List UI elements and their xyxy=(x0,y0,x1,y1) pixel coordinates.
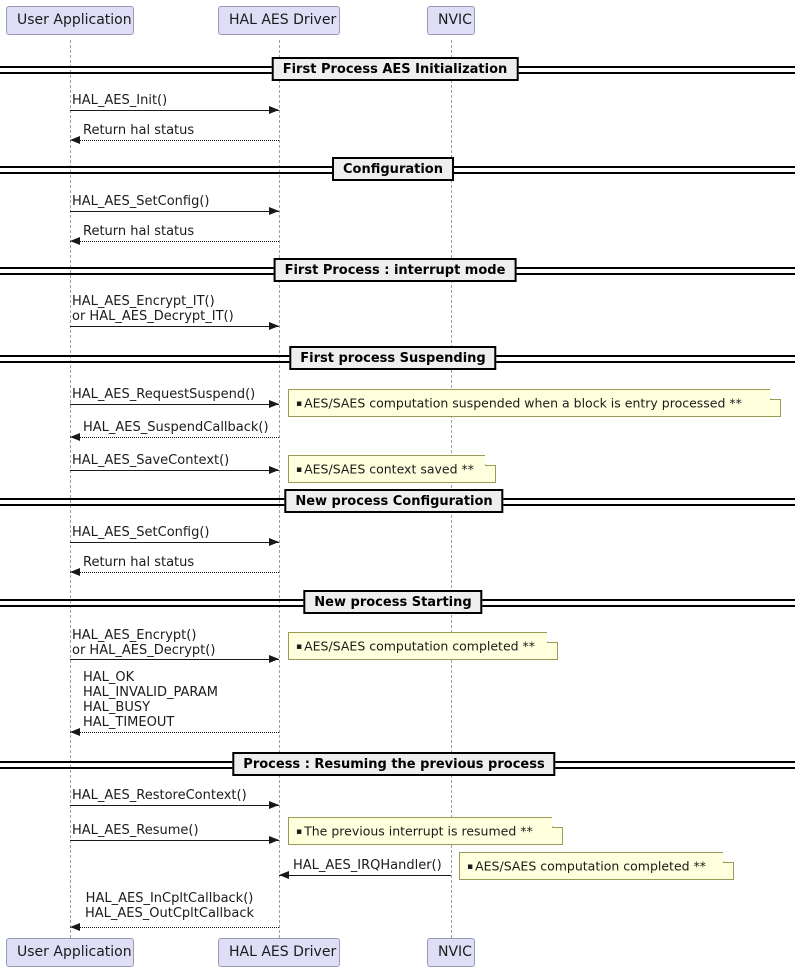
note-saved-fold-icon xyxy=(485,455,496,466)
m9-line xyxy=(70,542,279,543)
m11-arrowhead xyxy=(269,655,279,663)
div-newstart-label: New process Starting xyxy=(303,590,482,614)
m2-label: Return hal status xyxy=(83,123,195,138)
m7-line xyxy=(70,437,279,438)
div-suspending xyxy=(0,346,795,370)
note-suspended-fold-icon xyxy=(770,389,781,400)
m2-line xyxy=(70,140,279,141)
m10-arrowhead xyxy=(70,568,80,576)
note-saved-text: AES/SAES context saved ** xyxy=(304,461,474,477)
m11-line xyxy=(70,659,279,660)
note-completed-2-fold-icon xyxy=(723,852,734,863)
m13-label: HAL_AES_RestoreContext() xyxy=(72,788,247,803)
note-suspended-bullet: ▪ xyxy=(296,398,303,409)
note-resumed-fold-icon xyxy=(552,817,563,828)
m4-line xyxy=(70,241,279,242)
note-completed-2-text: AES/SAES computation completed ** xyxy=(475,858,707,874)
m4-arrowhead xyxy=(70,237,80,245)
m6-arrowhead xyxy=(269,400,279,408)
m9-label: HAL_AES_SetConfig() xyxy=(72,525,210,540)
div-interrupt xyxy=(0,258,795,282)
m1-label: HAL_AES_Init() xyxy=(72,93,168,108)
participant-driver-bottom[interactable]: HAL AES Driver xyxy=(218,938,340,967)
m15-label: HAL_AES_IRQHandler() xyxy=(293,858,442,873)
div-init-label: First Process AES Initialization xyxy=(272,57,519,81)
m13-arrowhead xyxy=(269,801,279,809)
m1-line xyxy=(70,110,279,111)
m3-line xyxy=(70,211,279,212)
m14-line xyxy=(70,840,279,841)
m7-arrowhead xyxy=(70,433,80,441)
m10-line xyxy=(70,572,279,573)
note-completed-2-bullet: ▪ xyxy=(467,861,474,872)
div-resuming xyxy=(0,752,795,776)
div-config xyxy=(0,157,795,181)
m14-label: HAL_AES_Resume() xyxy=(72,823,199,838)
m9-arrowhead xyxy=(269,538,279,546)
m3-arrowhead xyxy=(269,207,279,215)
m5-label: HAL_AES_Encrypt_IT() or HAL_AES_Decrypt_IT() xyxy=(72,294,234,324)
note-completed-1-fold-icon xyxy=(547,632,558,643)
div-newconfig xyxy=(0,489,795,513)
m15-arrowhead xyxy=(279,871,289,879)
m4-label: Return hal status xyxy=(83,224,195,239)
div-config-label: Configuration xyxy=(332,157,454,181)
m13-line xyxy=(70,805,279,806)
m7-label: HAL_AES_SuspendCallback() xyxy=(83,420,269,435)
participant-user-top[interactable]: User Application xyxy=(6,6,134,35)
m8-label: HAL_AES_SaveContext() xyxy=(72,453,230,468)
m12-label: HAL_OK HAL_INVALID_PARAM HAL_BUSY HAL_TIMEOUT xyxy=(83,670,219,730)
participant-user-bottom[interactable]: User Application xyxy=(6,938,134,967)
note-resumed xyxy=(288,817,563,845)
m8-arrowhead xyxy=(269,466,279,474)
m3-label: HAL_AES_SetConfig() xyxy=(72,194,210,209)
div-resuming-label: Process : Resuming the previous process xyxy=(232,752,555,776)
note-completed-1-text: AES/SAES computation completed ** xyxy=(304,638,536,654)
div-init xyxy=(0,57,795,81)
participant-nvic-top[interactable]: NVIC xyxy=(427,6,475,35)
m16-label: HAL_AES_InCpltCallback() HAL_AES_OutCpltCallback xyxy=(85,891,255,921)
div-newconfig-label: New process Configuration xyxy=(284,489,503,513)
m15-line xyxy=(279,875,451,876)
m12-line xyxy=(70,732,279,733)
note-suspended-text: AES/SAES computation suspended when a block is entry processed ** xyxy=(304,395,742,411)
note-completed-2 xyxy=(459,852,734,880)
m10-label: Return hal status xyxy=(83,555,195,570)
m5-line xyxy=(70,326,279,327)
note-resumed-text: The previous interrupt is resumed ** xyxy=(304,823,533,839)
m16-arrowhead xyxy=(70,923,80,931)
m5-arrowhead xyxy=(269,322,279,330)
div-newstart xyxy=(0,590,795,614)
note-saved xyxy=(288,455,496,483)
div-suspending-label: First process Suspending xyxy=(289,346,496,370)
note-completed-1 xyxy=(288,632,558,660)
m6-line xyxy=(70,404,279,405)
participant-nvic-bottom[interactable]: NVIC xyxy=(427,938,475,967)
participant-driver-top[interactable]: HAL AES Driver xyxy=(218,6,340,35)
div-interrupt-label: First Process : interrupt mode xyxy=(274,258,517,282)
m11-label: HAL_AES_Encrypt() or HAL_AES_Decrypt() xyxy=(72,628,216,658)
m14-arrowhead xyxy=(269,836,279,844)
m16-line xyxy=(70,927,279,928)
m12-arrowhead xyxy=(70,728,80,736)
note-saved-bullet: ▪ xyxy=(296,464,303,475)
m6-label: HAL_AES_RequestSuspend() xyxy=(72,387,256,402)
note-suspended xyxy=(288,389,781,417)
m1-arrowhead xyxy=(269,106,279,114)
note-resumed-bullet: ▪ xyxy=(296,826,303,837)
note-completed-1-bullet: ▪ xyxy=(296,641,303,652)
m8-line xyxy=(70,470,279,471)
m2-arrowhead xyxy=(70,136,80,144)
